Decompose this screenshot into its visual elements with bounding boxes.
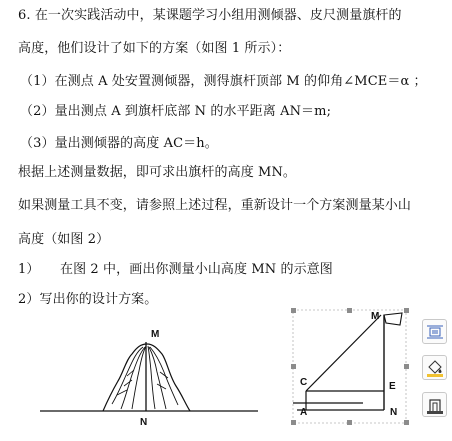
layout-options-button[interactable] bbox=[422, 319, 447, 344]
shape-outline-button[interactable] bbox=[422, 392, 447, 417]
shape-outline-icon bbox=[426, 396, 444, 414]
label-c: C bbox=[300, 377, 308, 388]
layout-options-icon bbox=[426, 323, 444, 341]
resize-handle[interactable] bbox=[291, 364, 296, 369]
shape-fill-button[interactable] bbox=[422, 355, 447, 380]
problem-line-2: 高度，他们设计了如下的方案（如图 1 所示）： bbox=[18, 41, 291, 56]
task-2: 2）写出你的设计方案。 bbox=[18, 292, 158, 307]
problem-line-1: 6. 在一次实践活动中，某课题学习小组用测倾器、皮尺测量旗杆的 bbox=[18, 8, 402, 23]
resize-handle[interactable] bbox=[404, 364, 409, 369]
resize-handle[interactable] bbox=[291, 420, 296, 425]
shape-fill-icon bbox=[426, 359, 444, 377]
resize-handle[interactable] bbox=[291, 308, 296, 313]
resize-handle[interactable] bbox=[347, 308, 352, 313]
label-n: N bbox=[390, 407, 398, 418]
step-1: （1）在测点 A 处安置测倾器，测得旗杆顶部 M 的仰角∠MCE＝α ； bbox=[20, 74, 427, 89]
resize-handle[interactable] bbox=[347, 420, 352, 425]
step-3: （3）量出测倾器的高度 AC＝h。 bbox=[20, 136, 218, 151]
task-1-number: 1） bbox=[18, 262, 40, 277]
step-2: （2）量出测点 A 到旗杆底部 N 的水平距离 AN＝m; bbox=[20, 104, 332, 119]
label-e: E bbox=[389, 381, 396, 392]
resize-handle[interactable] bbox=[404, 308, 409, 313]
task-1-text: 在图 2 中，画出你测量小山高度 MN 的示意图 bbox=[60, 262, 333, 277]
label-m: M bbox=[371, 311, 380, 322]
problem-line-8: 高度（如图 2） bbox=[18, 232, 110, 247]
hill-label-m: M bbox=[151, 329, 160, 340]
resize-handle[interactable] bbox=[404, 420, 409, 425]
problem-line-7: 如果测量工具不变，请参照上述过程，重新设计一个方案测量某小山 bbox=[18, 198, 412, 213]
hill-label-n: N bbox=[140, 417, 148, 428]
label-a: A bbox=[300, 407, 308, 418]
problem-line-6: 根据上述测量数据，即可求出旗杆的高度 MN。 bbox=[18, 165, 297, 180]
